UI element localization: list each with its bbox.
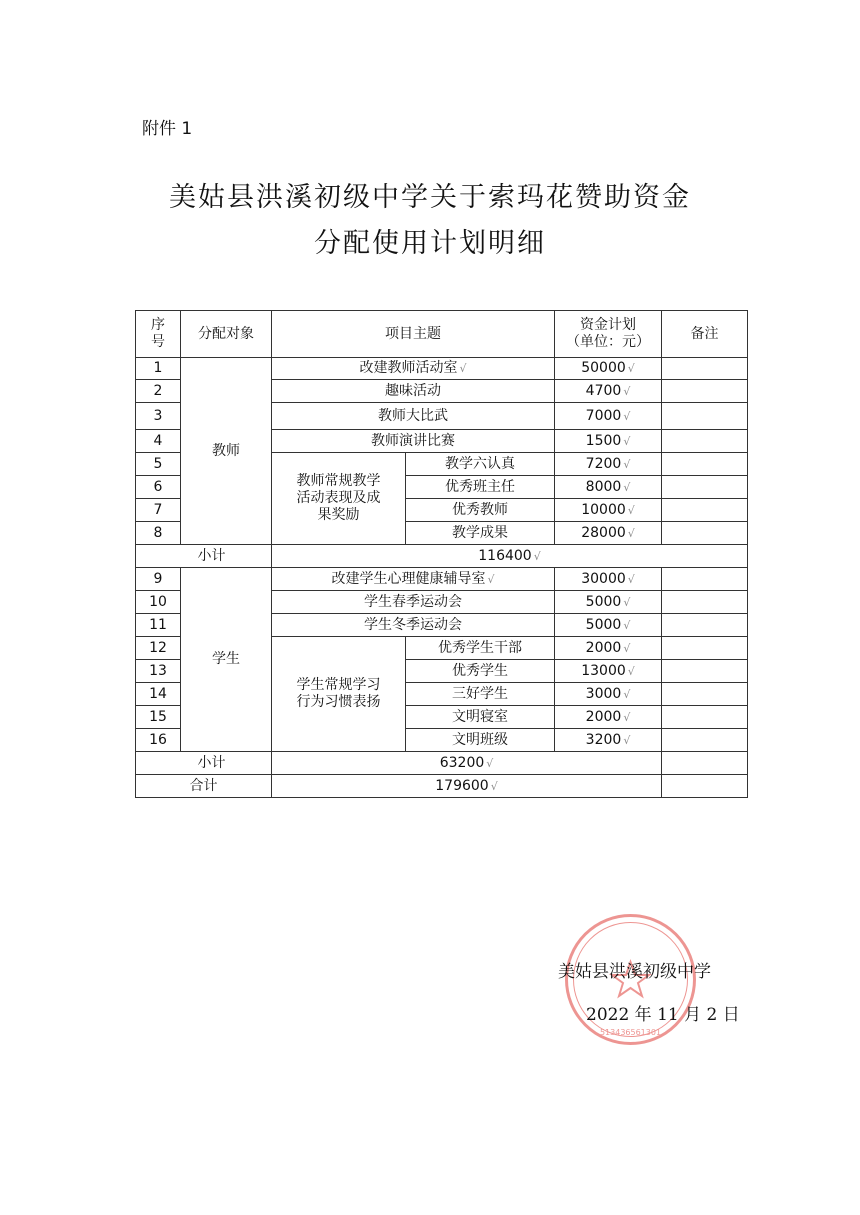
seq-cell: 9 <box>136 568 181 591</box>
amount-cell: 5000 √ <box>555 591 662 614</box>
seq-cell: 15 <box>136 706 181 729</box>
header-amount: 资金计划 （单位：元） <box>555 311 662 358</box>
remark-cell <box>662 476 748 499</box>
remark-cell <box>662 775 748 798</box>
remark-cell <box>662 591 748 614</box>
header-target: 分配对象 <box>181 311 272 358</box>
seq-cell: 14 <box>136 683 181 706</box>
topic-cell: 学生冬季运动会 <box>272 614 555 637</box>
topic-cell: 教学六认真 <box>406 453 555 476</box>
amount-cell: 3000 √ <box>555 683 662 706</box>
seq-cell: 3 <box>136 403 181 430</box>
header-remark: 备注 <box>662 311 748 358</box>
seq-cell: 6 <box>136 476 181 499</box>
remark-cell <box>662 358 748 380</box>
total-row <box>136 775 748 798</box>
subtotal-label: 小计 <box>136 752 272 775</box>
header-topic: 项目主题 <box>272 311 555 358</box>
seq-cell: 2 <box>136 380 181 403</box>
topic-cell: 优秀教师 <box>406 499 555 522</box>
amount-cell: 28000 √ <box>555 522 662 545</box>
header-seq: 序 号 <box>136 311 181 358</box>
remark-cell <box>662 499 748 522</box>
signer-name: 美姑县洪溪初级中学 <box>558 962 711 982</box>
amount-cell: 7000 √ <box>555 403 662 430</box>
document-title-line2: 分配使用计划明细 <box>314 228 546 259</box>
seq-cell: 11 <box>136 614 181 637</box>
amount-cell: 7200 √ <box>555 453 662 476</box>
amount-cell: 50000 √ <box>555 358 662 380</box>
subtotal-label: 小计 <box>136 545 272 568</box>
amount-cell: 5000 √ <box>555 614 662 637</box>
seq-cell: 10 <box>136 591 181 614</box>
subtotal-row-teacher <box>136 545 748 568</box>
total-value: 179600 √ <box>272 775 662 798</box>
table-row <box>136 358 748 380</box>
group-student: 学生 <box>181 568 272 752</box>
amount-cell: 10000 √ <box>555 499 662 522</box>
seq-cell: 12 <box>136 637 181 660</box>
subtotal-value: 116400 √ <box>272 545 748 568</box>
topic-cell: 优秀学生 <box>406 660 555 683</box>
amount-cell: 4700 √ <box>555 380 662 403</box>
seq-cell: 16 <box>136 729 181 752</box>
total-label: 合计 <box>136 775 272 798</box>
seq-cell: 7 <box>136 499 181 522</box>
subtotal-value: 63200 √ <box>272 752 662 775</box>
subtotal-row-student <box>136 752 748 775</box>
table-row <box>136 568 748 591</box>
seq-cell: 1 <box>136 358 181 380</box>
seq-cell: 4 <box>136 430 181 453</box>
remark-cell <box>662 403 748 430</box>
remark-cell <box>662 729 748 752</box>
topic-cell: 优秀学生干部 <box>406 637 555 660</box>
amount-cell: 1500 √ <box>555 430 662 453</box>
attachment-label: 附件 1 <box>142 119 193 139</box>
topic-cell: 改建教师活动室 √ <box>272 358 555 380</box>
topic-cell: 文明寝室 <box>406 706 555 729</box>
seq-cell: 13 <box>136 660 181 683</box>
sub-group-student: 学生常规学习 行为习惯表扬 <box>272 637 406 752</box>
group-teacher: 教师 <box>181 358 272 545</box>
amount-cell: 3200 √ <box>555 729 662 752</box>
remark-cell <box>662 430 748 453</box>
remark-cell <box>662 752 748 775</box>
topic-cell: 教学成果 <box>406 522 555 545</box>
signing-date: 2022 年 11 月 2 日 <box>586 1005 740 1025</box>
funding-plan-table <box>135 310 748 798</box>
topic-cell: 教师大比武 <box>272 403 555 430</box>
topic-cell: 教师演讲比赛 <box>272 430 555 453</box>
remark-cell <box>662 453 748 476</box>
amount-cell: 13000 √ <box>555 660 662 683</box>
remark-cell <box>662 614 748 637</box>
amount-cell: 30000 √ <box>555 568 662 591</box>
amount-cell: 2000 √ <box>555 706 662 729</box>
topic-cell: 趣味活动 <box>272 380 555 403</box>
remark-cell <box>662 522 748 545</box>
table-header-row <box>136 311 748 358</box>
remark-cell <box>662 380 748 403</box>
topic-cell: 优秀班主任 <box>406 476 555 499</box>
remark-cell <box>662 706 748 729</box>
topic-cell: 三好学生 <box>406 683 555 706</box>
amount-cell: 2000 √ <box>555 637 662 660</box>
remark-cell <box>662 660 748 683</box>
remark-cell <box>662 637 748 660</box>
topic-cell: 改建学生心理健康辅导室 √ <box>272 568 555 591</box>
seq-cell: 8 <box>136 522 181 545</box>
document-title-line1: 美姑县洪溪初级中学关于索玛花赞助资金 <box>169 182 691 213</box>
topic-cell: 文明班级 <box>406 729 555 752</box>
seq-cell: 5 <box>136 453 181 476</box>
amount-cell: 8000 √ <box>555 476 662 499</box>
sub-group-teacher: 教师常规教学 活动表现及成 果奖励 <box>272 453 406 545</box>
remark-cell <box>662 683 748 706</box>
topic-cell: 学生春季运动会 <box>272 591 555 614</box>
seal-code-text: 513436561301 <box>599 1028 662 1037</box>
remark-cell <box>662 568 748 591</box>
